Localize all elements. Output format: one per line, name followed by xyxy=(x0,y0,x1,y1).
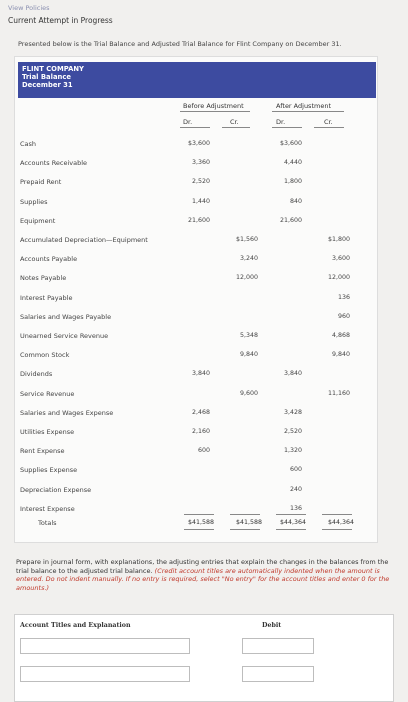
amount-b-dr: 2,160 xyxy=(191,428,210,435)
account-name: Dividends xyxy=(20,370,53,379)
amount-a-dr: 1,320 xyxy=(283,447,302,455)
double-rule xyxy=(276,529,306,530)
amount-b-dr: 3,360 xyxy=(191,159,210,167)
amount-a-dr: 21,600 xyxy=(279,216,302,224)
amount-a-cr: 3,600 xyxy=(331,255,350,263)
total-before-dr: $41,588 xyxy=(187,519,214,526)
company-name: FLINT COMPANY xyxy=(22,65,84,73)
account-name: Interest Expense xyxy=(20,504,75,513)
double-rule xyxy=(184,529,214,530)
statement-title: Trial Balance xyxy=(22,73,72,81)
amount-b-dr: 600 xyxy=(197,447,210,455)
view-policies-link[interactable]: View Policies xyxy=(8,4,50,12)
amount-b-cr: 3,240 xyxy=(239,255,258,263)
account-titles-header: Account Titles and Explanation xyxy=(20,622,131,629)
amount-b-dr: 2,468 xyxy=(191,408,210,416)
amount-a-dr: 240 xyxy=(289,485,302,493)
account-name: Prepaid Rent xyxy=(20,178,62,187)
account-name: Rent Expense xyxy=(20,447,65,456)
rule xyxy=(272,127,302,128)
account-name: Accounts Payable xyxy=(20,255,78,264)
account-name: Supplies xyxy=(20,197,48,206)
amount-a-dr: 840 xyxy=(289,197,302,205)
account-name: Unearned Service Revenue xyxy=(20,332,109,340)
trial-balance-header xyxy=(18,62,376,98)
account-name: Accounts Receivable xyxy=(20,159,88,168)
problem-intro: Presented below is the Trial Balance and Adjusted Trial Balance for Flint Company on December 31. xyxy=(18,40,342,48)
double-rule xyxy=(230,529,260,530)
before-header-rule xyxy=(180,111,250,112)
account-name: Utilities Expense xyxy=(20,428,75,436)
before-adjustment-header: Before Adjustment xyxy=(183,102,244,110)
total-rule xyxy=(184,514,214,515)
account-name: Depreciation Expense xyxy=(20,485,92,494)
amount-a-dr: 1,800 xyxy=(283,178,302,186)
amount-b-cr: 12,000 xyxy=(235,274,258,282)
total-rule xyxy=(230,514,260,515)
after-header-rule xyxy=(272,111,344,112)
amount-b-cr: 9,840 xyxy=(239,351,258,359)
account-name: Accumulated Depreciation—Equipment xyxy=(20,236,148,244)
amount-a-cr: 11,160 xyxy=(327,389,350,397)
before-dr-header: Dr. xyxy=(183,118,193,126)
instructions-note: (Credit account titles are automatically indented when the amount is entered. Do not indent manually. If no entry is required, select "No entry" for the account titles and enter 0 for the amounts.) xyxy=(16,566,390,592)
after-cr-header: Cr. xyxy=(324,118,333,126)
account-title-input[interactable] xyxy=(20,638,190,654)
amount-a-dr: 2,520 xyxy=(283,428,302,435)
total-before-cr: $41,588 xyxy=(235,519,262,526)
instructions-main: Prepare in journal form, with explanations, the adjusting entries that explain the changes in the balances from the trial balance to the adjusted trial balance. xyxy=(16,558,389,575)
amount-a-dr: 3,840 xyxy=(283,370,302,378)
account-name: Supplies Expense xyxy=(20,466,78,475)
attempt-status: Current Attempt in Progress xyxy=(8,16,113,25)
amount-a-cr: 12,000 xyxy=(327,274,350,282)
amount-b-cr: 9,600 xyxy=(239,389,258,397)
total-rule xyxy=(322,514,352,515)
amount-a-cr: $1,800 xyxy=(327,236,350,243)
total-after-cr: $44,364 xyxy=(327,519,354,526)
amount-b-cr: 5,348 xyxy=(239,332,258,339)
account-name: Notes Payable xyxy=(20,274,67,283)
debit-amount-input[interactable] xyxy=(242,666,314,682)
amount-a-cr: 960 xyxy=(337,312,350,320)
account-name: Cash xyxy=(20,140,37,148)
rule xyxy=(314,127,344,128)
account-name: Interest Payable xyxy=(20,293,73,302)
amount-b-dr: 2,520 xyxy=(191,178,210,186)
statement-date: December 31 xyxy=(22,81,73,89)
amount-b-dr: $3,600 xyxy=(187,140,210,147)
amount-b-dr: 21,600 xyxy=(187,216,210,224)
double-rule xyxy=(322,529,352,530)
totals-label: Totals xyxy=(38,519,57,527)
amount-a-dr: 600 xyxy=(289,466,302,474)
amount-a-dr: 4,440 xyxy=(283,159,302,167)
amount-a-cr: 136 xyxy=(337,293,350,301)
amount-a-dr: $3,600 xyxy=(279,140,302,147)
account-name: Salaries and Wages Expense xyxy=(20,408,114,417)
amount-a-cr: 4,868 xyxy=(331,332,350,339)
before-cr-header: Cr. xyxy=(230,118,239,126)
account-name: Equipment xyxy=(20,216,56,225)
after-adjustment-header: After Adjustment xyxy=(276,102,331,110)
account-name: Common Stock xyxy=(20,351,70,360)
total-after-dr: $44,364 xyxy=(279,519,306,526)
account-name: Salaries and Wages Payable xyxy=(20,312,112,321)
instructions xyxy=(16,558,394,592)
amount-b-dr: 3,840 xyxy=(191,370,210,378)
account-title-input[interactable] xyxy=(20,666,190,682)
amount-a-cr: 9,840 xyxy=(331,351,350,359)
amount-a-dr: 136 xyxy=(289,504,302,512)
after-dr-header: Dr. xyxy=(276,118,286,126)
rule xyxy=(222,127,250,128)
amount-b-cr: $1,560 xyxy=(235,236,258,243)
debit-amount-input[interactable] xyxy=(242,638,314,654)
amount-b-dr: 1,440 xyxy=(191,197,210,205)
amount-a-dr: 3,428 xyxy=(283,408,302,416)
account-name: Service Revenue xyxy=(20,389,75,398)
total-rule xyxy=(276,514,306,515)
debit-header: Debit xyxy=(262,622,282,629)
rule xyxy=(180,127,210,128)
